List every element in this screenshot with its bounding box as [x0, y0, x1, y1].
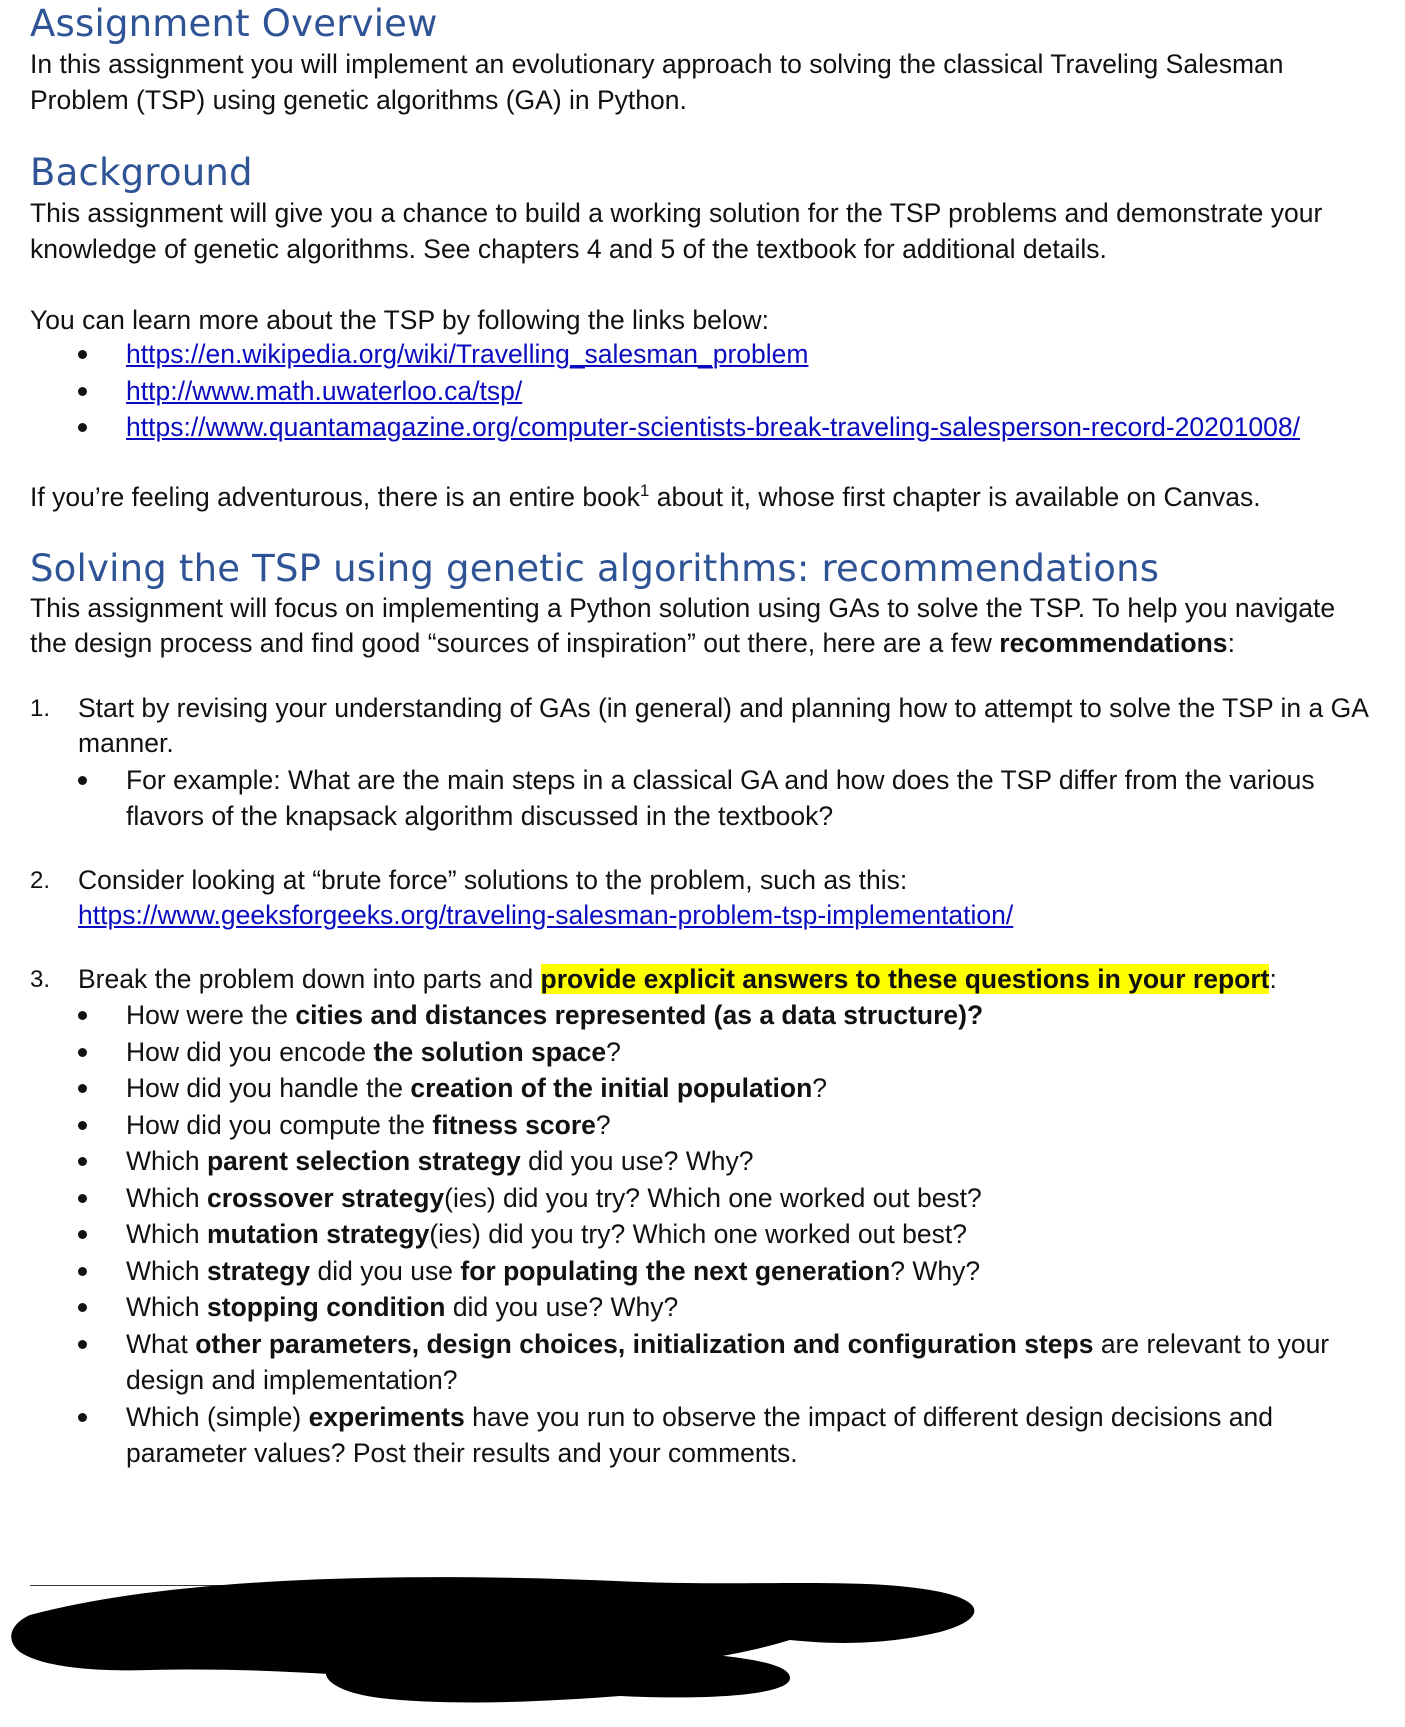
step-2: [30, 863, 1375, 934]
solving-intro: This assignment will focus on implementing a Python solution using GAs to solve the TSP. To help you navigate the design process and find good “sources of inspiration” out there, here are a few recommendations:: [30, 592, 1336, 658]
solving-heading: Solving the TSP using genetic algorithms: recommendations: [30, 546, 1160, 590]
links-list: [30, 336, 1375, 446]
list-item: For example: What are the main steps in a classical GA and how does the TSP differ from the various flavors of the knapsack algorithm discussed in the textbook?: [30, 762, 1375, 835]
document-page: [30, 0, 1375, 1472]
steps-list: [30, 691, 1375, 1472]
redaction-scribble: [0, 1560, 1405, 1727]
overview-heading: Assignment Overview: [30, 2, 438, 45]
list-item: Which strategy did you use for populating the next generation? Why?: [30, 1253, 1375, 1290]
quanta-link[interactable]: https://www.quantamagazine.org/computer-scientists-break-traveling-salesperson-record-20201008/: [126, 412, 1300, 442]
background-text: This assignment will give you a chance to build a working solution for the TSP problems and demonstrate your knowledge of genetic algorithms. See chapters 4 and 5 of the textbook for additional details.: [30, 198, 1323, 264]
step-number: 1.: [30, 694, 51, 722]
background-heading: Background: [30, 151, 253, 194]
questions-list: [30, 997, 1375, 1472]
step-number: 3.: [30, 965, 51, 993]
step-1-bullets: [30, 762, 1375, 835]
step-text: Consider looking at “brute force” solutions to the problem, such as this:: [78, 864, 908, 895]
list-item: How were the cities and distances represented (as a data structure)?: [30, 997, 1375, 1034]
list-item: [30, 336, 1375, 373]
links-intro: You can learn more about the TSP by following the links below:: [30, 305, 770, 335]
overview-text: In this assignment you will implement an evolutionary approach to solving the classical Traveling Salesman Problem (TSP) using genetic algorithms (GA) in Python.: [30, 49, 1284, 115]
highlighted-text: provide explicit answers to these questions in your report: [540, 963, 1270, 994]
list-item: How did you handle the creation of the initial population?: [30, 1070, 1375, 1107]
list-item: [30, 373, 1375, 410]
uwaterloo-link[interactable]: http://www.math.uwaterloo.ca/tsp/: [126, 375, 523, 406]
step-text: Break the problem down into parts and provide explicit answers to these questions in your report:: [78, 963, 1277, 994]
step-text: Start by revising your understanding of GAs (in general) and planning how to attempt to solve the TSP in a GA manner.: [78, 692, 1368, 758]
list-item: [30, 409, 1375, 446]
list-item: Which mutation strategy(ies) did you try? Which one worked out best?: [30, 1216, 1375, 1253]
list-item: Which (simple) experiments have you run to observe the impact of different design decisions and parameter values? Post their results and your comments.: [30, 1399, 1375, 1472]
step-3: [30, 962, 1375, 1472]
list-item: Which crossover strategy(ies) did you try? Which one worked out best?: [30, 1180, 1375, 1217]
step-1: [30, 691, 1375, 835]
book-text-end: about it, whose first chapter is available on Canvas.: [649, 481, 1261, 512]
geeksforgeeks-link[interactable]: https://www.geeksforgeeks.org/traveling-salesman-problem-tsp-implementation/: [78, 900, 1014, 930]
list-item: How did you encode the solution space?: [30, 1034, 1375, 1071]
list-item: What other parameters, design choices, initialization and configuration steps are relevant to your design and implementation?: [30, 1326, 1375, 1399]
book-text: [30, 479, 1375, 515]
book-text-start: If you’re feeling adventurous, there is an entire book: [30, 481, 640, 512]
list-item: How did you compute the fitness score?: [30, 1107, 1375, 1144]
footnote-ref: 1: [639, 480, 650, 500]
wikipedia-link[interactable]: https://en.wikipedia.org/wiki/Travelling_salesman_problem: [126, 339, 809, 369]
list-item: Which parent selection strategy did you use? Why?: [30, 1143, 1375, 1180]
list-item: Which stopping condition did you use? Why?: [30, 1289, 1375, 1326]
step-number: 2.: [30, 866, 51, 894]
